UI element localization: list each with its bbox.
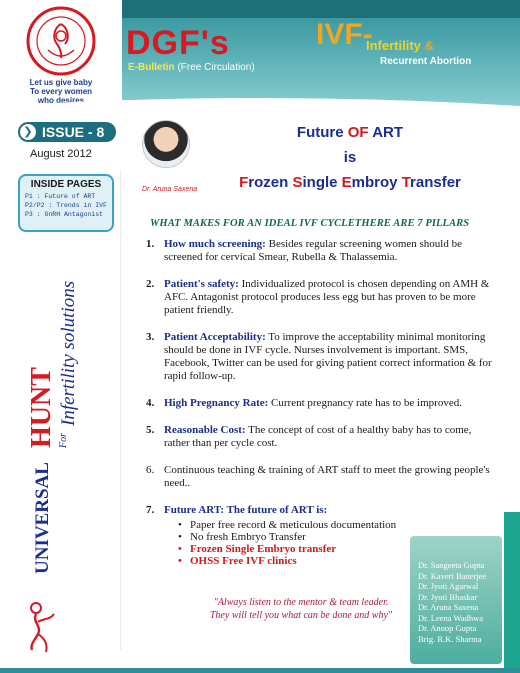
author-photo [142,120,190,168]
inside-page-item[interactable]: P1 : Future of ART [25,193,96,200]
bulletin-label: E-Bulletin [128,62,175,73]
brand-hunt: HUNT [26,367,57,448]
masthead-top-bar [120,0,520,18]
author-name: Dr. Aruna Saxena [142,186,198,193]
board-member: Dr. Kaveri Banerjee [418,570,487,581]
bulletin-subtitle [128,62,255,73]
editorial-board-panel [410,536,502,664]
pillars-subheading: WHAT MAKES FOR AN IDEAL IVF CYCLETHERE ARE 7 PILLARS [150,218,470,229]
list-item: 4. High Pregnancy Rate: Current pregnancy rate has to be improved. [146,397,462,409]
board-member: Dr. Anoop Gupta [418,623,477,633]
pillars-list [146,234,498,567]
bottom-rule [0,668,520,673]
list-item: 7. Future ART: The future of ART is: • Paper free record & meticulous documentation • No fresh Embryo Transfer • Frozen Single Embryo transfer • OHSS Free IVF clinics [146,504,498,567]
bulletin-note: (Free Circulation) [177,62,255,73]
board-member: Dr. Aruna Saxena [418,602,479,612]
future-art-item-highlight: • OHSS Free IVF clinics [178,555,498,567]
ivf-title: IVF- [316,18,373,51]
board-member: Dr. Jyoti Bhaskar [418,591,478,602]
list-item: 5. Reasonable Cost: The concept of cost of a healthy baby has to come, rather than per cycle cost. [146,424,472,449]
board-member: Dr. Sangeeta Gupta [418,560,485,570]
heading-line-1: Future OF ART [296,124,404,141]
chevron-right-icon: ❯ [20,124,36,140]
ivf-subtitle-amp: & [424,38,434,53]
masthead [0,0,520,112]
future-art-item: • Paper free record & meticulous documentation [178,519,498,531]
list-item: 1. How much screening: Besides regular screening women should be screened for cervical Smear, Rubella & Thalassemia. [146,238,462,263]
society-seal-logo [26,6,96,76]
list-item: 6. Continuous teaching & training of ART staff to meet the growing people's need.. [146,464,490,489]
column-divider [120,170,121,650]
ivf-subtitle [366,38,434,53]
editorial-board-list [410,536,502,644]
tagline-line-3: who desires [37,96,85,105]
masthead-curve [0,96,520,116]
article-heading [200,120,500,195]
inside-pages-list [20,190,112,219]
list-item: 3. Patient Acceptability: To improve the acceptability minimal monitoring should be done in IVF cycle. Nurses involvement is important. SMS, Facebook, Twitter can be used for giving patient correct information & for rapid follow-up. [146,331,492,382]
publication-title: DGF's [126,24,230,62]
inside-page-item[interactable]: P2/P2 : Trends in IVF [25,202,107,209]
tagline-line-1: Let us give baby [29,78,93,87]
issue-number: ISSUE - 8 [42,124,105,140]
issue-date: August 2012 [30,148,92,160]
right-edge-band [504,512,520,673]
future-art-item-highlight: • Frozen Single Embryo transfer [178,543,498,555]
board-member: Dr. Leena Wadhwa [418,612,484,623]
heading-line-2: is [343,149,357,166]
heading-line-3: Frozen Single Embroy Transfer [239,174,461,191]
inside-pages-title: INSIDE PAGES [30,179,102,190]
ivf-subtitle-2: Recurrent Abortion [380,56,472,67]
dancer-logo-icon [22,600,60,654]
board-member: Brig. R.K. Sharma [418,633,482,644]
list-item: 2. Patient's safety: Individualized protocol is chosen depending on AMH & AFC. Antagonist protocol produces less egg but has proven to be more patient friendly. [146,278,490,316]
issue-badge [18,122,116,142]
quote-line-1: "Always listen to the mentor & team leader. [213,597,389,608]
board-member: Dr. Jyoti Agarwal [418,581,479,591]
tagline-line-2: To every women [29,87,93,96]
mentor-quote [196,596,406,622]
ivf-subtitle-text: Infertility [366,38,421,53]
brand-tagline: Infertility solutions [58,280,79,426]
quote-line-2: They will tell you what can be done and why" [209,610,393,621]
inside-page-item[interactable]: P3 : GnRH Antagonist [25,211,104,218]
future-art-item: • No fresh Embryo Transfer [178,531,498,543]
brand-universal: UNIVERSAL [32,462,53,574]
brand-for: For [58,433,69,448]
inside-pages-box [18,174,114,232]
universal-hunt-brand [2,238,120,578]
